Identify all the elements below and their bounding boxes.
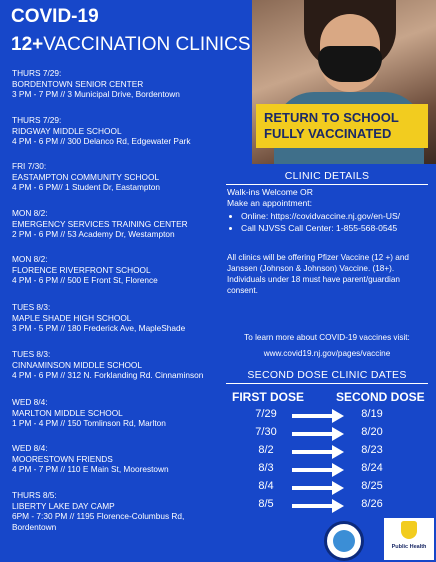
learn-more-text: To learn more about COVID-19 vaccines visit: [244,333,410,342]
clinic-detail: 4 PM - 6 PM // 500 E Front St, Florence [12,275,158,285]
clinic-date: WED 8/4: [12,397,48,407]
clinic-item [12,302,185,334]
shield-icon [401,521,417,539]
clinic-detail: 4 PM - 6 PM // 312 N. Forklanding Rd. Cinnaminson [12,370,204,380]
appointment-text: Make an appointment: [227,198,313,208]
appointment-options [227,211,427,234]
arrow-right-icon [292,430,344,438]
clinic-place: LIBERTY LAKE DAY CAMP [12,500,115,511]
header [8,6,251,56]
clinic-detail: 4 PM - 6 PM// 1 Student Dr, Eastampton [12,182,161,192]
clinic-place: MARLTON MIDDLE SCHOOL [12,407,123,418]
arrow-right-icon [292,484,344,492]
clinic-place: EMERGENCY SERVICES TRAINING CENTER [12,218,188,229]
clinic-place: MOORESTOWN FRIENDS [12,453,113,464]
clinic-item [12,443,169,475]
clinic-detail: 4 PM - 6 PM // 300 Delanco Rd, Edgewater Park [12,136,191,146]
clinic-place: BORDENTOWN SENIOR CENTER [12,78,144,89]
title-age: 12+ [11,34,44,55]
clinic-item [12,115,190,147]
first-dose-date: 8/2 [258,444,274,456]
clinic-item [12,254,158,286]
consent-text: Individuals under 18 must have parent/guardian consent. [227,275,400,295]
clinic-details-title: CLINIC DETAILS [284,170,370,182]
title-rest: VACCINATION CLINICS [43,34,251,55]
clinic-item [12,68,180,100]
vaccine-note [227,252,427,296]
clinic-item [12,490,184,532]
clinic-detail: 4 PM - 7 PM // 110 E Main St, Moorestown [12,464,169,474]
second-dose-date: 8/23 [361,444,383,456]
clinic-date: TUES 8/3: [12,302,51,312]
second-dose-title: SECOND DOSE CLINIC DATES [247,369,407,381]
second-dose-date: 8/24 [361,462,383,474]
public-health-logo [384,518,434,560]
second-dose-date: 8/26 [361,498,383,510]
clinic-place: EASTAMPTON COMMUNITY SCHOOL [12,171,160,182]
arrow-right-icon [292,502,344,510]
second-dose-date: 8/20 [361,426,383,438]
clinic-date: FRI 7/30: [12,161,47,171]
arrow-right-icon [292,466,344,474]
clinic-place: MAPLE SHADE HIGH SCHOOL [12,312,132,323]
clinic-detail: 2 PM - 6 PM // 53 Academy Dr, Westampton [12,229,175,239]
clinic-date: MON 8/2: [12,254,48,264]
clinic-date: TUES 8/3: [12,349,51,359]
clinic-item [12,208,188,240]
divider [226,184,428,185]
clinic-detail: 6PM - 7:30 PM // 1195 Florence-Columbus Rd, [12,511,185,521]
vaccine-url[interactable]: www.covid19.nj.gov/pages/vaccine [263,349,391,358]
clinic-place: FLORENCE RIVERFRONT SCHOOL [12,264,151,275]
vaccine-types-text: All clinics will be offering Pfizer Vaccine (12 +) and Janssen (Johnson & Johnson) Vaccine. (18+). [227,253,409,273]
clinic-date: THURS 7/29: [12,68,62,78]
dose-row [226,444,428,460]
second-dose-date: 8/25 [361,480,383,492]
public-health-text: Public Health [391,544,427,550]
divider [226,383,428,384]
second-dose-date: 8/19 [361,408,383,420]
clinic-details [227,187,427,235]
title-line-1: COVID-19 [11,6,99,27]
second-dose-header: SECOND DOSE [336,390,425,404]
first-dose-date: 8/3 [258,462,274,474]
clinic-item [12,349,203,381]
clinic-item [12,161,160,193]
arrow-right-icon [292,412,344,420]
first-dose-date: 8/4 [258,480,274,492]
learn-more [226,330,428,362]
county-seal-logo [324,521,364,561]
dose-row [226,426,428,442]
return-to-school-banner: RETURN TO SCHOOL FULLY VACCINATED [256,104,428,148]
clinic-detail-2: Bordentown [12,521,57,532]
clinic-date: THURS 8/5: [12,490,57,500]
dose-row [226,462,428,478]
first-dose-header: FIRST DOSE [232,390,305,404]
first-dose-date: 7/29 [255,408,277,420]
online-link[interactable]: • Online: https://covidvaccine.nj.gov/en-US/ [241,211,427,222]
clinic-date: WED 8/4: [12,443,48,453]
call-center-text: • Call NJVSS Call Center: 1-855-568-0545 [241,223,427,234]
walk-ins-text: Walk-ins Welcome OR [227,187,313,197]
clinic-date: MON 8/2: [12,208,48,218]
first-dose-date: 7/30 [255,426,277,438]
dose-row [226,408,428,424]
title-line-2 [11,34,251,56]
face-mask [318,46,382,82]
arrow-right-icon [292,448,344,456]
clinic-item [12,397,166,429]
dose-row [226,480,428,496]
dose-row [226,498,428,514]
clinic-place: RIDGWAY MIDDLE SCHOOL [12,125,122,136]
clinic-place: CINNAMINSON MIDDLE SCHOOL [12,359,142,370]
clinic-date: THURS 7/29: [12,115,62,125]
first-dose-date: 8/5 [258,498,274,510]
clinic-detail: 3 PM - 5 PM // 180 Frederick Ave, MapleShade [12,323,186,333]
clinic-detail: 1 PM - 4 PM // 150 Tomlinson Rd, Marlton [12,418,166,428]
clinic-detail: 3 PM - 7 PM // 3 Municipal Drive, Bordentown [12,89,180,99]
